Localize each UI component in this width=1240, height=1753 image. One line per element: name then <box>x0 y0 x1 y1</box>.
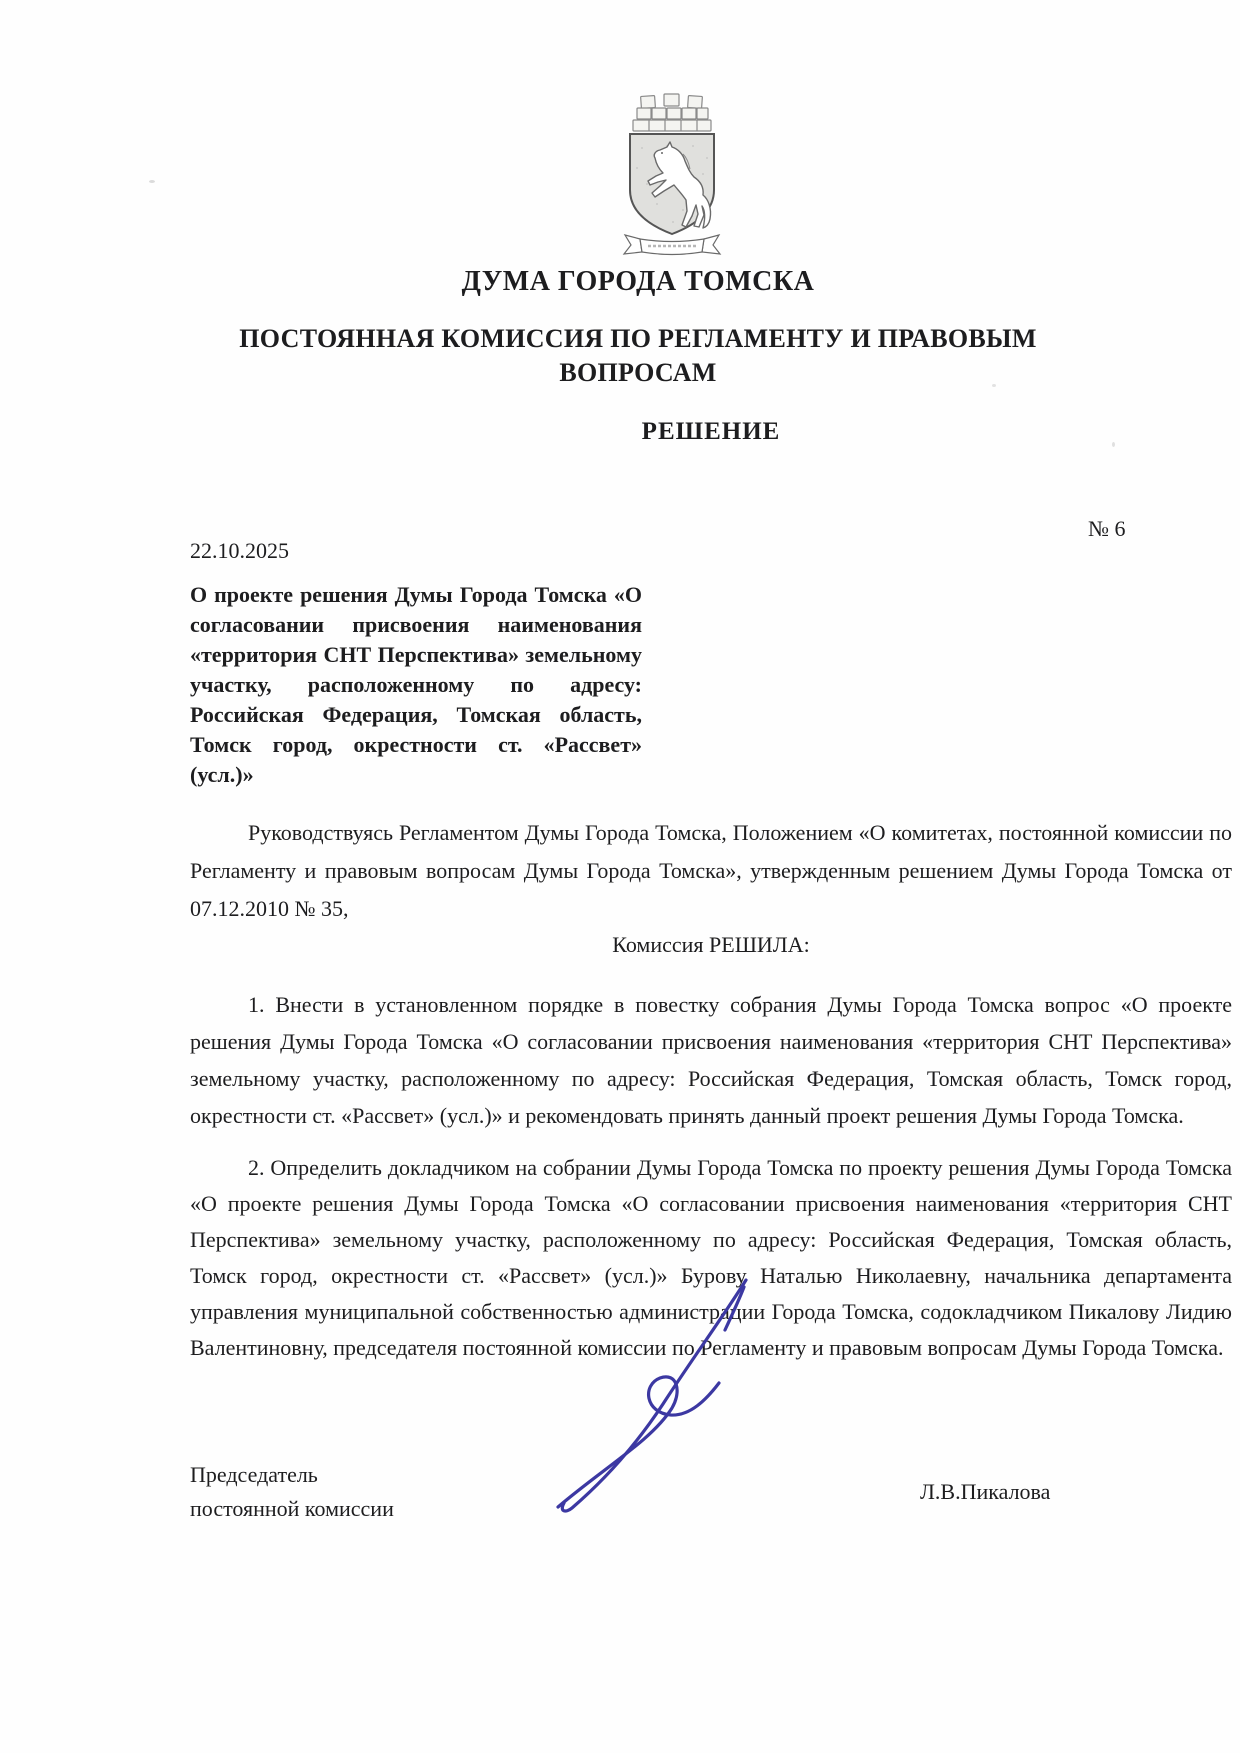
signature-name: Л.В.Пикалова <box>920 1479 1051 1504</box>
scan-artifact <box>992 384 996 387</box>
motto-ribbon-icon <box>624 235 720 255</box>
resolution-heading: Комиссия РЕШИЛА: <box>612 932 810 957</box>
commission-title <box>36 322 1240 390</box>
scan-artifact <box>149 180 155 183</box>
doc-subject: О проекте решения Думы Города Томска «О согласовании присвоения наименования «территория СНТ Перспектива» земельному участку, расположенному по адресу: Российская Федерация, Томская область, Томск город, окрестности ст. «Рассвет» (усл.)» <box>190 582 642 787</box>
handwritten-signature-icon <box>520 1272 760 1517</box>
signature-position-line1: Председатель <box>190 1462 318 1487</box>
preamble-paragraph: Руководствуясь Регламентом Думы Города Томска, Положением «О комитетах, постоянной комиссии по Регламенту и правовым вопросам Думы Города Томска», утвержденным решением Думы Города Томска от 07.12.2010 № 35, <box>190 820 1232 921</box>
tomsk-coat-of-arms-icon <box>597 88 747 256</box>
resolution-item-2: 2. Определить докладчиком на собрании Думы Города Томска по проекту решения Думы Города Томска «О проекте решения Думы Города Томска «О согласовании присвоения наименования «территория СНТ Перспектива» земельному участку, расположенному по адресу: Российская Федерация, Томская область, Томск город, окрестности ст. «Рассвет» (усл.)» Бурову Наталью Николаевну, начальника департамента управления муниципальной собственностью администрации Города Томска, содокладчиком Пикалову Лидию Валентиновну, председателя постоянной комиссии по Регламенту и правовым вопросам Думы Города Томска. <box>190 1155 1232 1360</box>
resolution-item-1: 1. Внести в установленном порядке в повестку собрания Думы Города Томска вопрос «О проекте решения Думы Города Томска «О согласовании присвоения наименования «территория СНТ Перспектива» земельному участку, расположенному по адресу: Российская Федерация, Томская область, Томск город, окрестности ст. «Рассвет» (усл.)» и рекомендовать принять данный проект решения Думы Города Томска. <box>190 992 1232 1128</box>
doc-date: 22.10.2025 <box>190 538 289 563</box>
doc-type-title: РЕШЕНИЕ <box>641 418 781 445</box>
signature-position-line2: постоянной комиссии <box>190 1496 394 1521</box>
signature-position <box>190 1458 394 1526</box>
org-title: ДУМА ГОРОДА ТОМСКА <box>461 266 815 297</box>
doc-number: № 6 <box>1088 516 1126 541</box>
commission-title-text: ПОСТОЯННАЯ КОМИССИЯ ПО РЕГЛАМЕНТУ И ПРАВОВЫМ ВОПРОСАМ <box>239 324 1037 387</box>
mural-crown-icon <box>633 94 711 131</box>
scan-artifact <box>1112 442 1115 447</box>
